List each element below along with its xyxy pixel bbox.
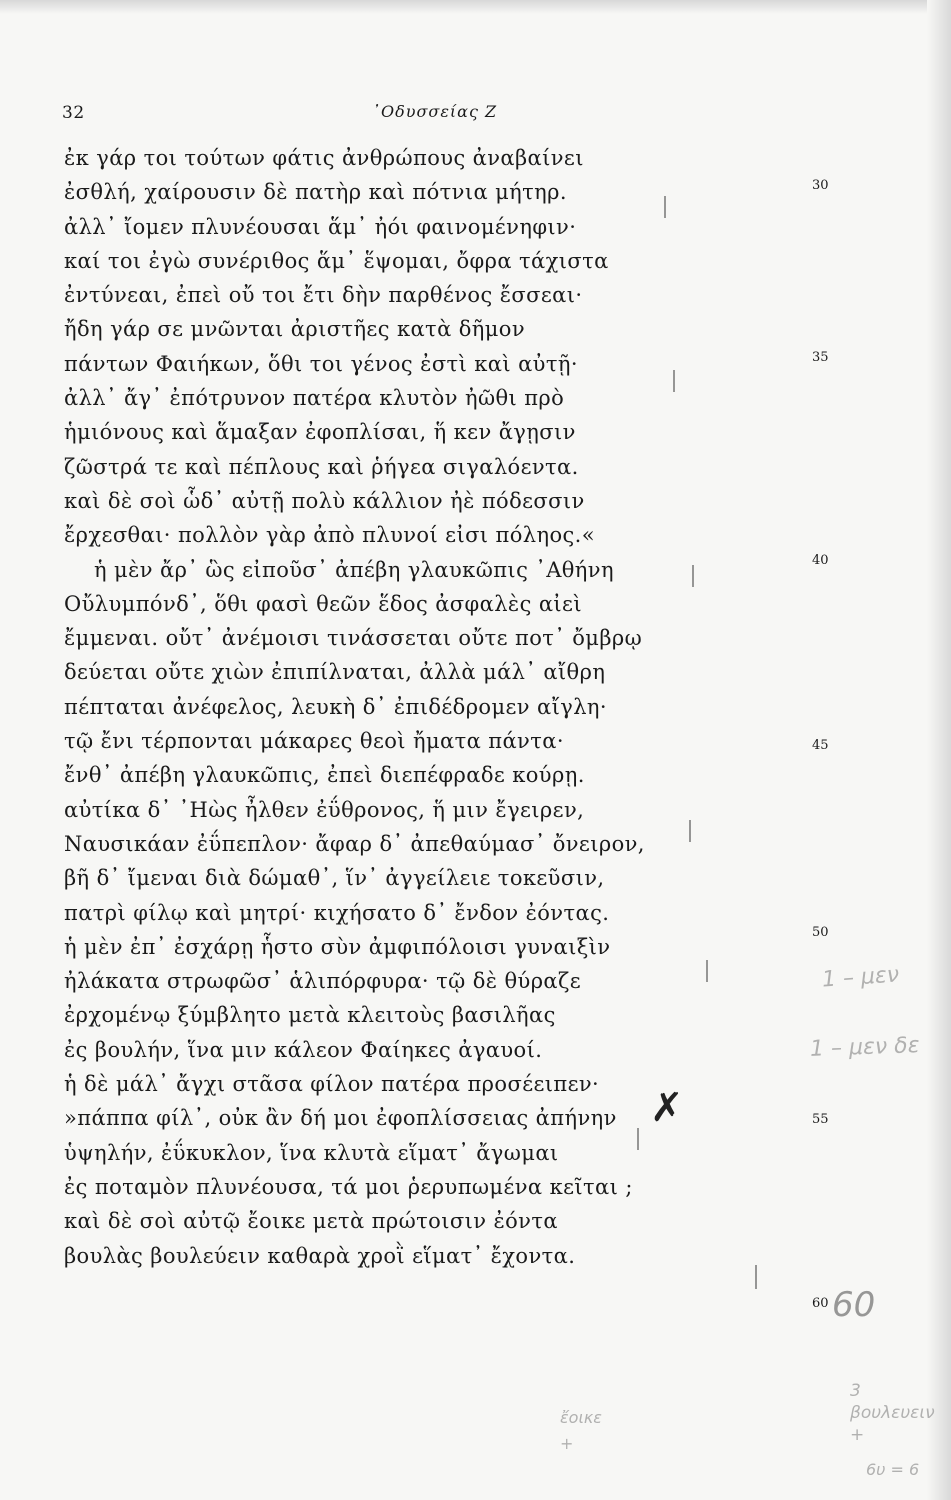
- caesura-mark: [673, 370, 675, 392]
- verse-line: ἡ μὲν ἐπ᾿ ἐσχάρῃ ἧστο σὺν ἀμφιπόλοισι γυναιξὶν: [64, 934, 611, 959]
- verse-line: ἐντύνεαι, ἐπεὶ οὔ τοι ἔτι δὴν παρθένος ἔσσεαι·: [64, 283, 583, 308]
- verse-line: ἐρχομένῳ ξύμβλητο μετὰ κλειτοὺς βασιλῆας: [64, 1003, 556, 1028]
- verse-line: Ναυσικάαν ἐΰπεπλον· ἄφαρ δ᾿ ἀπεθαύμασ᾿ ὄνειρον,: [64, 831, 645, 856]
- caesura-mark: [664, 196, 666, 218]
- line-number-40: 40: [812, 553, 829, 568]
- verse-line: βουλὰς βουλεύειν καθαρὰ χροῒ εἵματ᾿ ἔχοντα.: [64, 1243, 576, 1268]
- verse-line: ἔνθ᾿ ἀπέβη γλαυκῶπις, ἐπεὶ διεπέφραδε κούρῃ.: [64, 763, 585, 788]
- page-top-edge: [0, 0, 951, 14]
- page-right-edge: [927, 0, 951, 1500]
- caesura-mark: [692, 565, 694, 587]
- page-number: 32: [62, 103, 85, 123]
- running-head: ᾿Οδυσσείας Ζ: [372, 102, 498, 121]
- verse-line: ἤδη γάρ σε μνῶνται ἀριστῆες κατὰ δῆμον: [64, 317, 526, 342]
- verse-line: δεύεται οὔτε χιὼν ἐπιπίλναται, ἀλλὰ μάλ᾿ αἴθρη: [64, 660, 606, 685]
- verse-line: καὶ δὲ σοὶ αὐτῷ ἔοικε μετὰ πρώτοισιν ἐόντα: [64, 1209, 558, 1234]
- caesura-mark: [706, 960, 708, 982]
- pencil-annotation: 6υ = 6: [866, 1460, 920, 1479]
- verse-line: καὶ δὲ σοὶ ὧδ᾿ αὐτῇ πολὺ κάλλιον ἠὲ πόδεσσιν: [64, 488, 585, 513]
- pencil-annotation: 1 – μεν δε: [809, 1033, 920, 1062]
- verse-line: τῷ ἔνι τέρπονται μάκαρες θεοὶ ἤματα πάντα·: [64, 729, 564, 754]
- verse-line: ἐκ γάρ τοι τούτων φάτις ἀνθρώπους ἀναβαίνει: [64, 146, 584, 170]
- caesura-mark: [637, 1128, 639, 1150]
- verse-line: ἐς ποταμὸν πλυνέουσα, τά μοι ῥερυπωμένα κεῖται ;: [64, 1174, 633, 1199]
- verse-line: ἀλλ᾿ ἄγ᾿ ἐπότρυνον πατέρα κλυτὸν ἠῶθι πρὸ: [64, 386, 565, 411]
- line-number-30: 30: [812, 178, 829, 193]
- caesura-mark: [689, 820, 691, 842]
- pencil-cross-mark: ✗: [650, 1085, 684, 1131]
- line-number-50: 50: [812, 925, 829, 940]
- verse-line: ἔρχεσθαι· πολλὸν γὰρ ἀπὸ πλυνοί εἰσι πόληος.«: [64, 523, 595, 548]
- verse-line: Οὔλυμπόνδ᾿, ὅθι φασὶ θεῶν ἕδος ἀσφαλὲς αἰεὶ: [64, 591, 582, 616]
- verse-line: ἀλλ᾿ ἴομεν πλυνέουσαι ἅμ᾿ ἠόι φαινομένηφιν·: [64, 214, 577, 239]
- verse-line: ἡ δὲ μάλ᾿ ἄγχι στᾶσα φίλον πατέρα προσέειπεν·: [64, 1072, 600, 1097]
- pencil-annotation: ἔοικε +: [560, 1408, 602, 1453]
- line-number-35: 35: [812, 350, 829, 365]
- verse-line: ζῶστρά τε καὶ πέπλους καὶ ῥήγεα σιγαλόεντα.: [64, 454, 579, 479]
- verse-line: πάντων Φαιήκων, ὅθι τοι γένος ἐστὶ καὶ αὐτῇ·: [64, 351, 578, 376]
- line-number-60: 60: [812, 1296, 829, 1311]
- verse-line: ἐς βουλήν, ἵνα μιν κάλεον Φαίηκες ἀγαυοί.: [64, 1037, 543, 1062]
- verse-line: ἠλάκατα στρωφῶσ᾿ ἁλιπόρφυρα· τῷ δὲ θύραζε: [64, 969, 582, 994]
- verse-line: ἡ μὲν ἄρ᾿ ὣς εἰποῦσ᾿ ἀπέβη γλαυκῶπις ᾿Αθήνη: [94, 557, 614, 582]
- verse-line: καί τοι ἐγὼ συνέριθος ἅμ᾿ ἕψομαι, ὄφρα τάχιστα: [64, 248, 609, 273]
- verse-line: πέπταται ἀνέφελος, λευκὴ δ᾿ ἐπιδέδρομεν αἴγλη·: [64, 694, 607, 719]
- pencil-annotation: 3 βουλευειν +: [850, 1381, 935, 1445]
- caesura-mark: [755, 1265, 757, 1289]
- verse-line: πατρὶ φίλῳ καὶ μητρί· κιχήσατο δ᾿ ἔνδον ἐόντας.: [64, 900, 610, 925]
- verse-line: ἔμμεναι. οὔτ᾿ ἀνέμοισι τινάσσεται οὔτε ποτ᾿ ὄμβρῳ: [64, 626, 643, 651]
- line-number-55: 55: [812, 1112, 829, 1127]
- verse-line: αὐτίκα δ᾿ ᾿Ηὼς ἦλθεν ἐΰθρονος, ἥ μιν ἔγειρεν,: [64, 797, 585, 822]
- verse-line: »πάππα φίλ᾿, οὐκ ἂν δή μοι ἐφοπλίσσειας ἀπήνην: [64, 1106, 617, 1131]
- verse-line: ἐσθλή, χαίρουσιν δὲ πατὴρ καὶ πότνια μήτηρ.: [64, 180, 567, 205]
- pencil-annotation: 60: [832, 1285, 876, 1325]
- verse-line: ὑψηλήν, ἐΰκυκλον, ἵνα κλυτὰ εἵματ᾿ ἄγωμαι: [64, 1140, 559, 1165]
- pencil-annotation: 1 – μεν: [821, 962, 900, 993]
- verse-line: βῆ δ᾿ ἴμεναι διὰ δώμαθ᾿, ἵν᾿ ἀγγείλειε τοκεῦσιν,: [64, 866, 605, 891]
- line-number-45: 45: [812, 738, 829, 753]
- verse-line: ἡμιόνους καὶ ἅμαξαν ἐφοπλίσαι, ἥ κεν ἄγῃσιν: [64, 420, 576, 445]
